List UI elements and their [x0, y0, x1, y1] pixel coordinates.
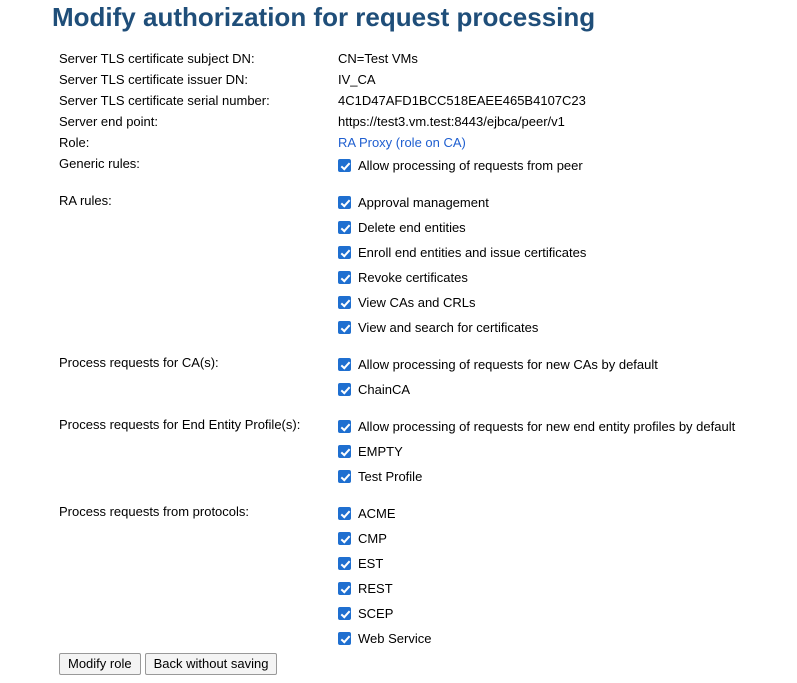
checkbox-chainca[interactable] [338, 383, 351, 396]
checkbox-label: View CAs and CRLs [358, 295, 476, 310]
checkbox-protocol-cmp[interactable] [338, 532, 351, 545]
checkbox-row[interactable] [338, 464, 797, 489]
field-label: Server TLS certificate subject DN: [59, 51, 255, 66]
process-eeps-label: Process requests for End Entity Profile(s): [59, 417, 301, 432]
checkbox-row[interactable] [338, 551, 797, 576]
page-title: Modify authorization for request processing [52, 2, 596, 32]
field-label: Server TLS certificate issuer DN: [59, 72, 249, 87]
checkbox-protocol-acme[interactable] [338, 507, 351, 520]
role-value [338, 132, 797, 153]
checkbox-row[interactable] [338, 190, 797, 215]
checkbox-label: REST [358, 581, 393, 596]
process-protocols-label: Process requests from protocols: [59, 504, 250, 519]
field-row-end-point [0, 111, 797, 132]
process-protocols-options [338, 501, 797, 651]
field-value: IV_CA [338, 72, 376, 87]
checkbox-label: Delete end entities [358, 220, 466, 235]
generic-rules-options [338, 153, 797, 178]
checkbox-label: Allow processing of requests for new end entity profiles by default [358, 419, 736, 434]
field-label: Server TLS certificate serial number: [59, 93, 270, 108]
checkbox-row[interactable] [338, 352, 797, 377]
field-label: Server end point: [59, 114, 159, 129]
checkbox-row[interactable] [338, 526, 797, 551]
field-row-role [0, 132, 797, 153]
checkbox-label: Test Profile [358, 469, 423, 484]
checkbox-protocol-web-service[interactable] [338, 632, 351, 645]
authorization-form [0, 48, 797, 651]
process-cas-options [338, 352, 797, 402]
checkbox-row[interactable] [338, 315, 797, 340]
checkbox-label: Web Service [358, 631, 432, 646]
field-value: CN=Test VMs [338, 51, 418, 66]
checkbox-approval-management[interactable] [338, 196, 351, 209]
modify-role-button[interactable]: Modify role [59, 653, 141, 675]
checkbox-protocol-scep[interactable] [338, 607, 351, 620]
checkbox-row[interactable] [338, 153, 797, 178]
process-cas-label: Process requests for CA(s): [59, 355, 219, 370]
checkbox-row[interactable] [338, 414, 797, 439]
checkbox-row[interactable] [338, 377, 797, 402]
ra-rules-options [338, 190, 797, 340]
field-row-serial-number [0, 90, 797, 111]
checkbox-row[interactable] [338, 626, 797, 651]
section-ra-rules [0, 190, 797, 340]
checkbox-view-and-search-certificates[interactable] [338, 321, 351, 334]
field-value: 4C1D47AFD1BCC518EAEE465B4107C23 [338, 93, 586, 108]
checkbox-label: EMPTY [358, 444, 403, 459]
field-value: https://test3.vm.test:8443/ejbca/peer/v1 [338, 114, 565, 129]
checkbox-test-profile[interactable] [338, 470, 351, 483]
checkbox-row[interactable] [338, 215, 797, 240]
checkbox-row[interactable] [338, 576, 797, 601]
generic-rules-label: Generic rules: [59, 156, 140, 171]
checkbox-empty-profile[interactable] [338, 445, 351, 458]
process-eeps-options [338, 414, 797, 489]
checkbox-revoke-certificates[interactable] [338, 271, 351, 284]
checkbox-label: ACME [358, 506, 396, 521]
checkbox-allow-processing-from-peer[interactable] [338, 159, 351, 172]
section-process-protocols [0, 501, 797, 651]
back-without-saving-button[interactable]: Back without saving [145, 653, 278, 675]
checkbox-allow-new-end-entity-profiles-by-default[interactable] [338, 420, 351, 433]
field-row-subject-dn [0, 48, 797, 69]
checkbox-label: Allow processing of requests for new CAs by default [358, 357, 658, 372]
ra-rules-label: RA rules: [59, 193, 112, 208]
section-process-end-entity-profiles [0, 414, 797, 489]
checkbox-protocol-est[interactable] [338, 557, 351, 570]
role-label: Role: [59, 135, 90, 150]
role-link[interactable]: RA Proxy (role on CA) [338, 135, 466, 150]
field-row-issuer-dn [0, 69, 797, 90]
checkbox-row[interactable] [338, 240, 797, 265]
checkbox-label: Enroll end entities and issue certificates [358, 245, 587, 260]
checkbox-row[interactable] [338, 501, 797, 526]
checkbox-row[interactable] [338, 439, 797, 464]
checkbox-label: ChainCA [358, 382, 411, 397]
checkbox-delete-end-entities[interactable] [338, 221, 351, 234]
checkbox-label: Allow processing of requests from peer [358, 158, 583, 173]
checkbox-label: SCEP [358, 606, 394, 621]
checkbox-enroll-end-entities[interactable] [338, 246, 351, 259]
checkbox-label: CMP [358, 531, 387, 546]
checkbox-view-cas-and-crls[interactable] [338, 296, 351, 309]
checkbox-row[interactable] [338, 290, 797, 315]
checkbox-allow-new-cas-by-default[interactable] [338, 358, 351, 371]
checkbox-row[interactable] [338, 265, 797, 290]
form-actions [59, 653, 277, 675]
checkbox-label: Revoke certificates [358, 270, 468, 285]
section-process-cas [0, 352, 797, 402]
checkbox-label: View and search for certificates [358, 320, 539, 335]
checkbox-label: Approval management [358, 195, 489, 210]
checkbox-protocol-rest[interactable] [338, 582, 351, 595]
section-generic-rules [0, 153, 797, 178]
checkbox-label: EST [358, 556, 384, 571]
checkbox-row[interactable] [338, 601, 797, 626]
